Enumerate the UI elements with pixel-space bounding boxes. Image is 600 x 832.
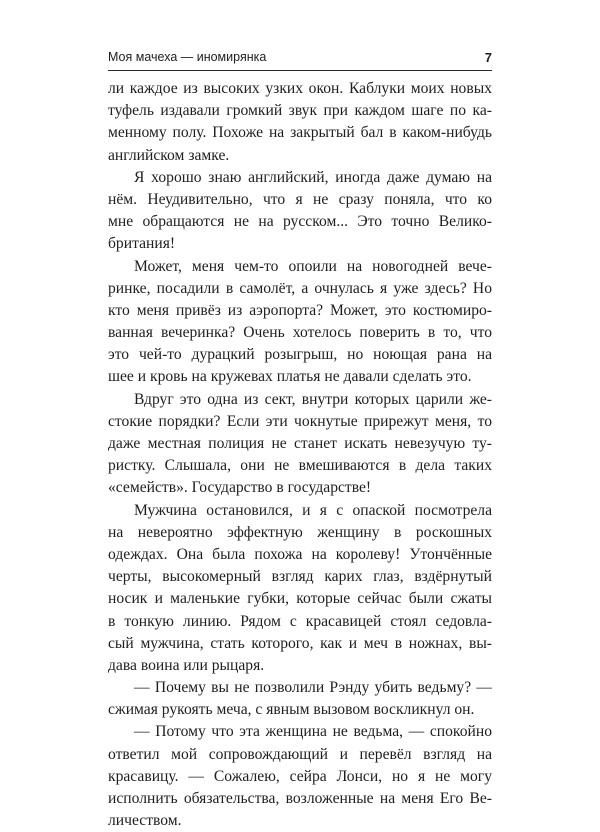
- text-line: сый мужчина, стать которого, как и меч в ножнах, вы-: [108, 634, 492, 652]
- text-line: ванная вечеринка? Очень хотелось поверить в то, что: [108, 324, 492, 342]
- text-line: менному полу. Похоже на закрытый бал в каком-нибудь: [108, 124, 492, 142]
- text-line: носик и маленькие губки, которые сейчас были сжаты: [108, 590, 492, 608]
- text-line: — Почему вы не позволили Рэнду убить ведьму? —: [134, 679, 492, 697]
- text-line: на невероятно эффектную женщину в роскошных: [108, 523, 492, 541]
- text-line: в тонкую линию. Рядом с красавицей стоял седовла-: [108, 612, 492, 630]
- text-line: сжимая рукоять меча, с явным вызовом воскликнул он.: [108, 701, 475, 719]
- text-line: стокие порядки? Если эти чокнутые прирежут меня, то: [108, 412, 492, 430]
- text-line: черты, высокомерный взгляд карих глаз, вздёрнутый: [108, 568, 492, 586]
- text-line: даже местная полиция не станет искать невезучую ту-: [108, 435, 492, 452]
- text-line: Мужчина остановился, и я с опаской посмотрела: [134, 501, 492, 519]
- text-line: одеждах. Она была похожа на королеву! Утончённые: [108, 545, 492, 563]
- text-line: нём. Неудивительно, что я не сразу поняла, что ко: [108, 190, 492, 208]
- text-line: британия!: [108, 235, 176, 253]
- paragraph: [108, 78, 492, 167]
- text-line: «семейств». Государство в государстве!: [108, 479, 372, 497]
- book-title: Моя мачеха — иномирянка: [108, 50, 267, 64]
- paragraph: [108, 500, 492, 678]
- page-body: [108, 78, 492, 832]
- paragraph: [108, 677, 492, 721]
- text-line: красавицу. — Сожалею, сейра Лонси, но я не могу: [108, 767, 492, 785]
- text-line: это чей-то дурацкий розыгрыш, но ноющая рана на: [108, 346, 492, 364]
- text-line: ристку. Слышала, они не вмешиваются в дела таких: [108, 457, 492, 475]
- paragraph: [108, 167, 492, 256]
- page-number: 7: [484, 50, 492, 65]
- text-line: мне обращаются не на русском... Это точно Велико-: [108, 213, 492, 231]
- text-line: ринке, посадили в самолёт, а очнулась я уже здесь? Но: [108, 279, 492, 297]
- text-line: — Потому что эта женщина не ведьма, — спокойно: [134, 723, 492, 741]
- text-line: ответил мой сопровождающий и перевёл взгляд на: [108, 745, 492, 763]
- text-line: личеством.: [108, 812, 182, 830]
- text-line: Вдруг это одна из сект, внутри которых царили же-: [134, 390, 492, 408]
- text-line: шее и кровь на кружевах платья не давали сделать это.: [108, 368, 472, 386]
- text-line: дава воина или рыцаря.: [108, 656, 265, 674]
- header-rule: [108, 70, 492, 71]
- text-line: английском замке.: [108, 146, 230, 164]
- text-line: исполнить обязательства, возложенные на меня Его Ве-: [108, 790, 492, 807]
- paragraph: [108, 389, 492, 500]
- text-line: кто меня привёз из аэропорта? Может, это костюмиро-: [108, 301, 492, 319]
- paragraph: [108, 256, 492, 389]
- text-line: Я хорошо знаю английский, иногда даже думаю на: [134, 168, 492, 186]
- text-line: туфель издавали громкий звук при каждом шаге по ка-: [108, 102, 492, 120]
- paragraph: [108, 721, 492, 832]
- text-line: ли каждое из высоких узких окон. Каблуки моих новых: [108, 80, 492, 97]
- running-header: [108, 50, 492, 68]
- text-line: Может, меня чем-то опоили на новогодней вече-: [134, 257, 492, 275]
